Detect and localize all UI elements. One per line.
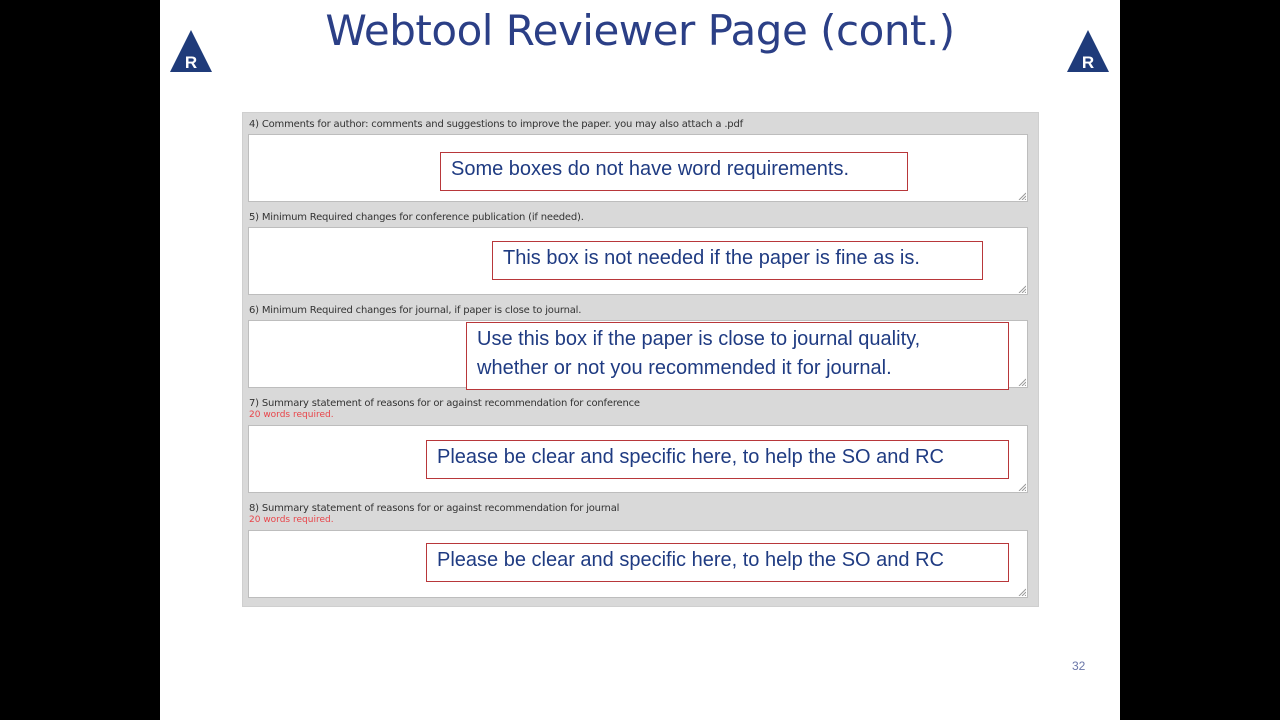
slide [160,0,1120,720]
callout-q8: Please be clear and specific here, to help the SO and RC [426,543,1009,582]
question-8-requirement: 20 words required. [249,515,334,525]
logo-right-letter: R [1081,53,1095,72]
logo-left-icon [168,28,214,74]
logo-right-icon [1065,28,1111,74]
callout-q4: Some boxes do not have word requirements. [440,152,908,191]
question-7-requirement: 20 words required. [249,410,334,420]
callout-q6-line2: whether or not you recommended it for journal. [477,357,892,379]
question-4-label: 4) Comments for author: comments and suggestions to improve the paper. you may also attach a .pdf [249,119,743,130]
slide-title: Webtool Reviewer Page (cont.) [325,6,955,55]
resize-grip-icon[interactable] [1018,378,1026,386]
callout-q6-line1: Use this box if the paper is close to journal quality, [477,328,921,350]
callout-q6 [466,322,1009,390]
callout-q7: Please be clear and specific here, to help the SO and RC [426,440,1009,479]
question-8-label: 8) Summary statement of reasons for or against recommendation for journal [249,503,620,514]
resize-grip-icon[interactable] [1018,285,1026,293]
question-7-label: 7) Summary statement of reasons for or against recommendation for conference [249,398,640,409]
resize-grip-icon[interactable] [1018,192,1026,200]
page-number: 32 [1072,659,1086,673]
resize-grip-icon[interactable] [1018,483,1026,491]
callout-q5: This box is not needed if the paper is fine as is. [492,241,983,280]
logo-left-letter: R [184,53,198,72]
question-5-label: 5) Minimum Required changes for conference publication (if needed). [249,212,584,223]
resize-grip-icon[interactable] [1018,588,1026,596]
question-6-label: 6) Minimum Required changes for journal, if paper is close to journal. [249,305,582,316]
